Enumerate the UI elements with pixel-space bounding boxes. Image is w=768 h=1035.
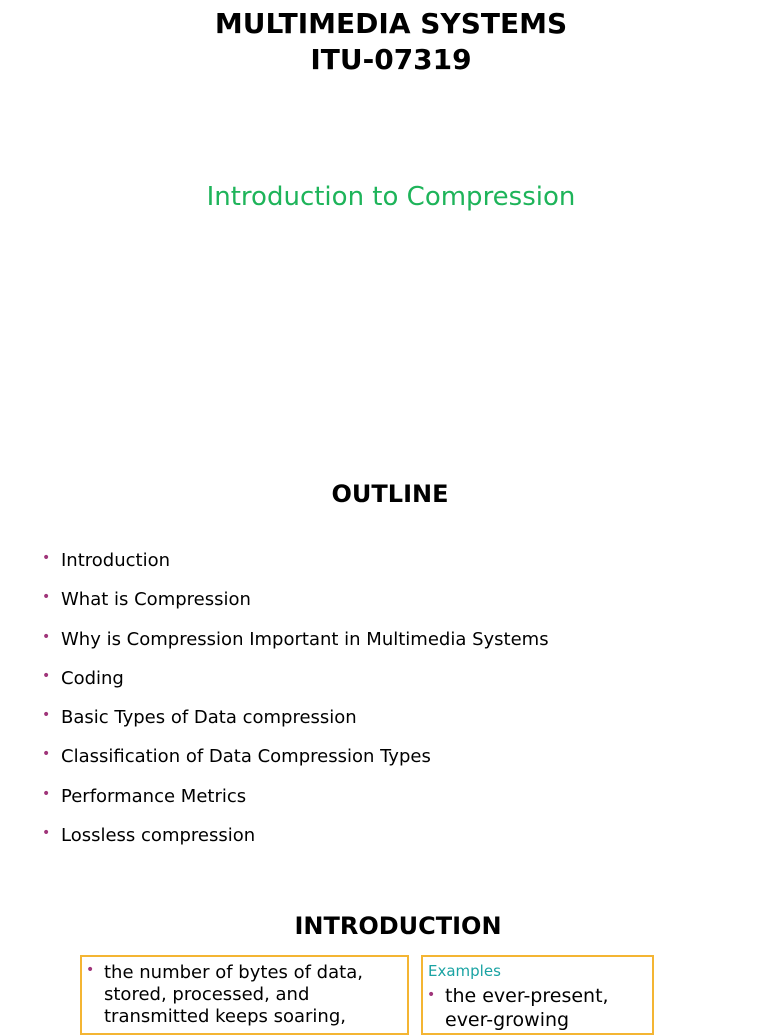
bullet-icon: • <box>42 667 51 684</box>
intro-right-line: ever-growing <box>445 1009 570 1031</box>
list-item: • Introduction <box>42 546 549 585</box>
slide-subtitle: Introduction to Compression <box>206 182 576 212</box>
list-item: • Classification of Data Compression Types <box>42 742 549 781</box>
bullet-icon: • <box>42 785 51 802</box>
bullet-icon: • <box>42 746 51 763</box>
list-item: • Lossless compression <box>42 821 549 860</box>
examples-label: Examples <box>428 962 501 980</box>
list-item: • Why is Compression Important in Multimedia Systems <box>42 625 549 664</box>
intro-right-line: the ever-present, <box>445 985 609 1007</box>
intro-left-line: stored, processed, and <box>104 984 310 1005</box>
intro-right-box <box>421 955 654 1035</box>
bullet-icon: • <box>42 825 51 842</box>
list-item: • Performance Metrics <box>42 782 549 821</box>
bullet-icon: • <box>42 550 51 566</box>
bullet-icon: • <box>42 589 51 606</box>
list-item: • Coding <box>42 664 549 703</box>
title-line-2: ITU-07319 <box>310 43 472 76</box>
bullet-icon: • <box>42 628 51 645</box>
bullet-icon: • <box>427 987 436 1003</box>
list-item: • Basic Types of Data compression <box>42 703 549 742</box>
introduction-heading: INTRODUCTION <box>294 912 502 940</box>
slide-title <box>0 6 768 78</box>
list-item: • What is Compression <box>42 585 549 624</box>
bullet-icon: • <box>42 707 51 724</box>
outline-heading: OUTLINE <box>331 480 449 508</box>
bullet-icon: • <box>86 962 95 978</box>
intro-left-line: transmitted keeps soaring, <box>104 1006 346 1027</box>
intro-left-line: the number of bytes of data, <box>104 962 363 983</box>
outline-list <box>42 546 549 860</box>
title-line-1: MULTIMEDIA SYSTEMS <box>214 7 568 40</box>
intro-left-box <box>80 955 409 1035</box>
